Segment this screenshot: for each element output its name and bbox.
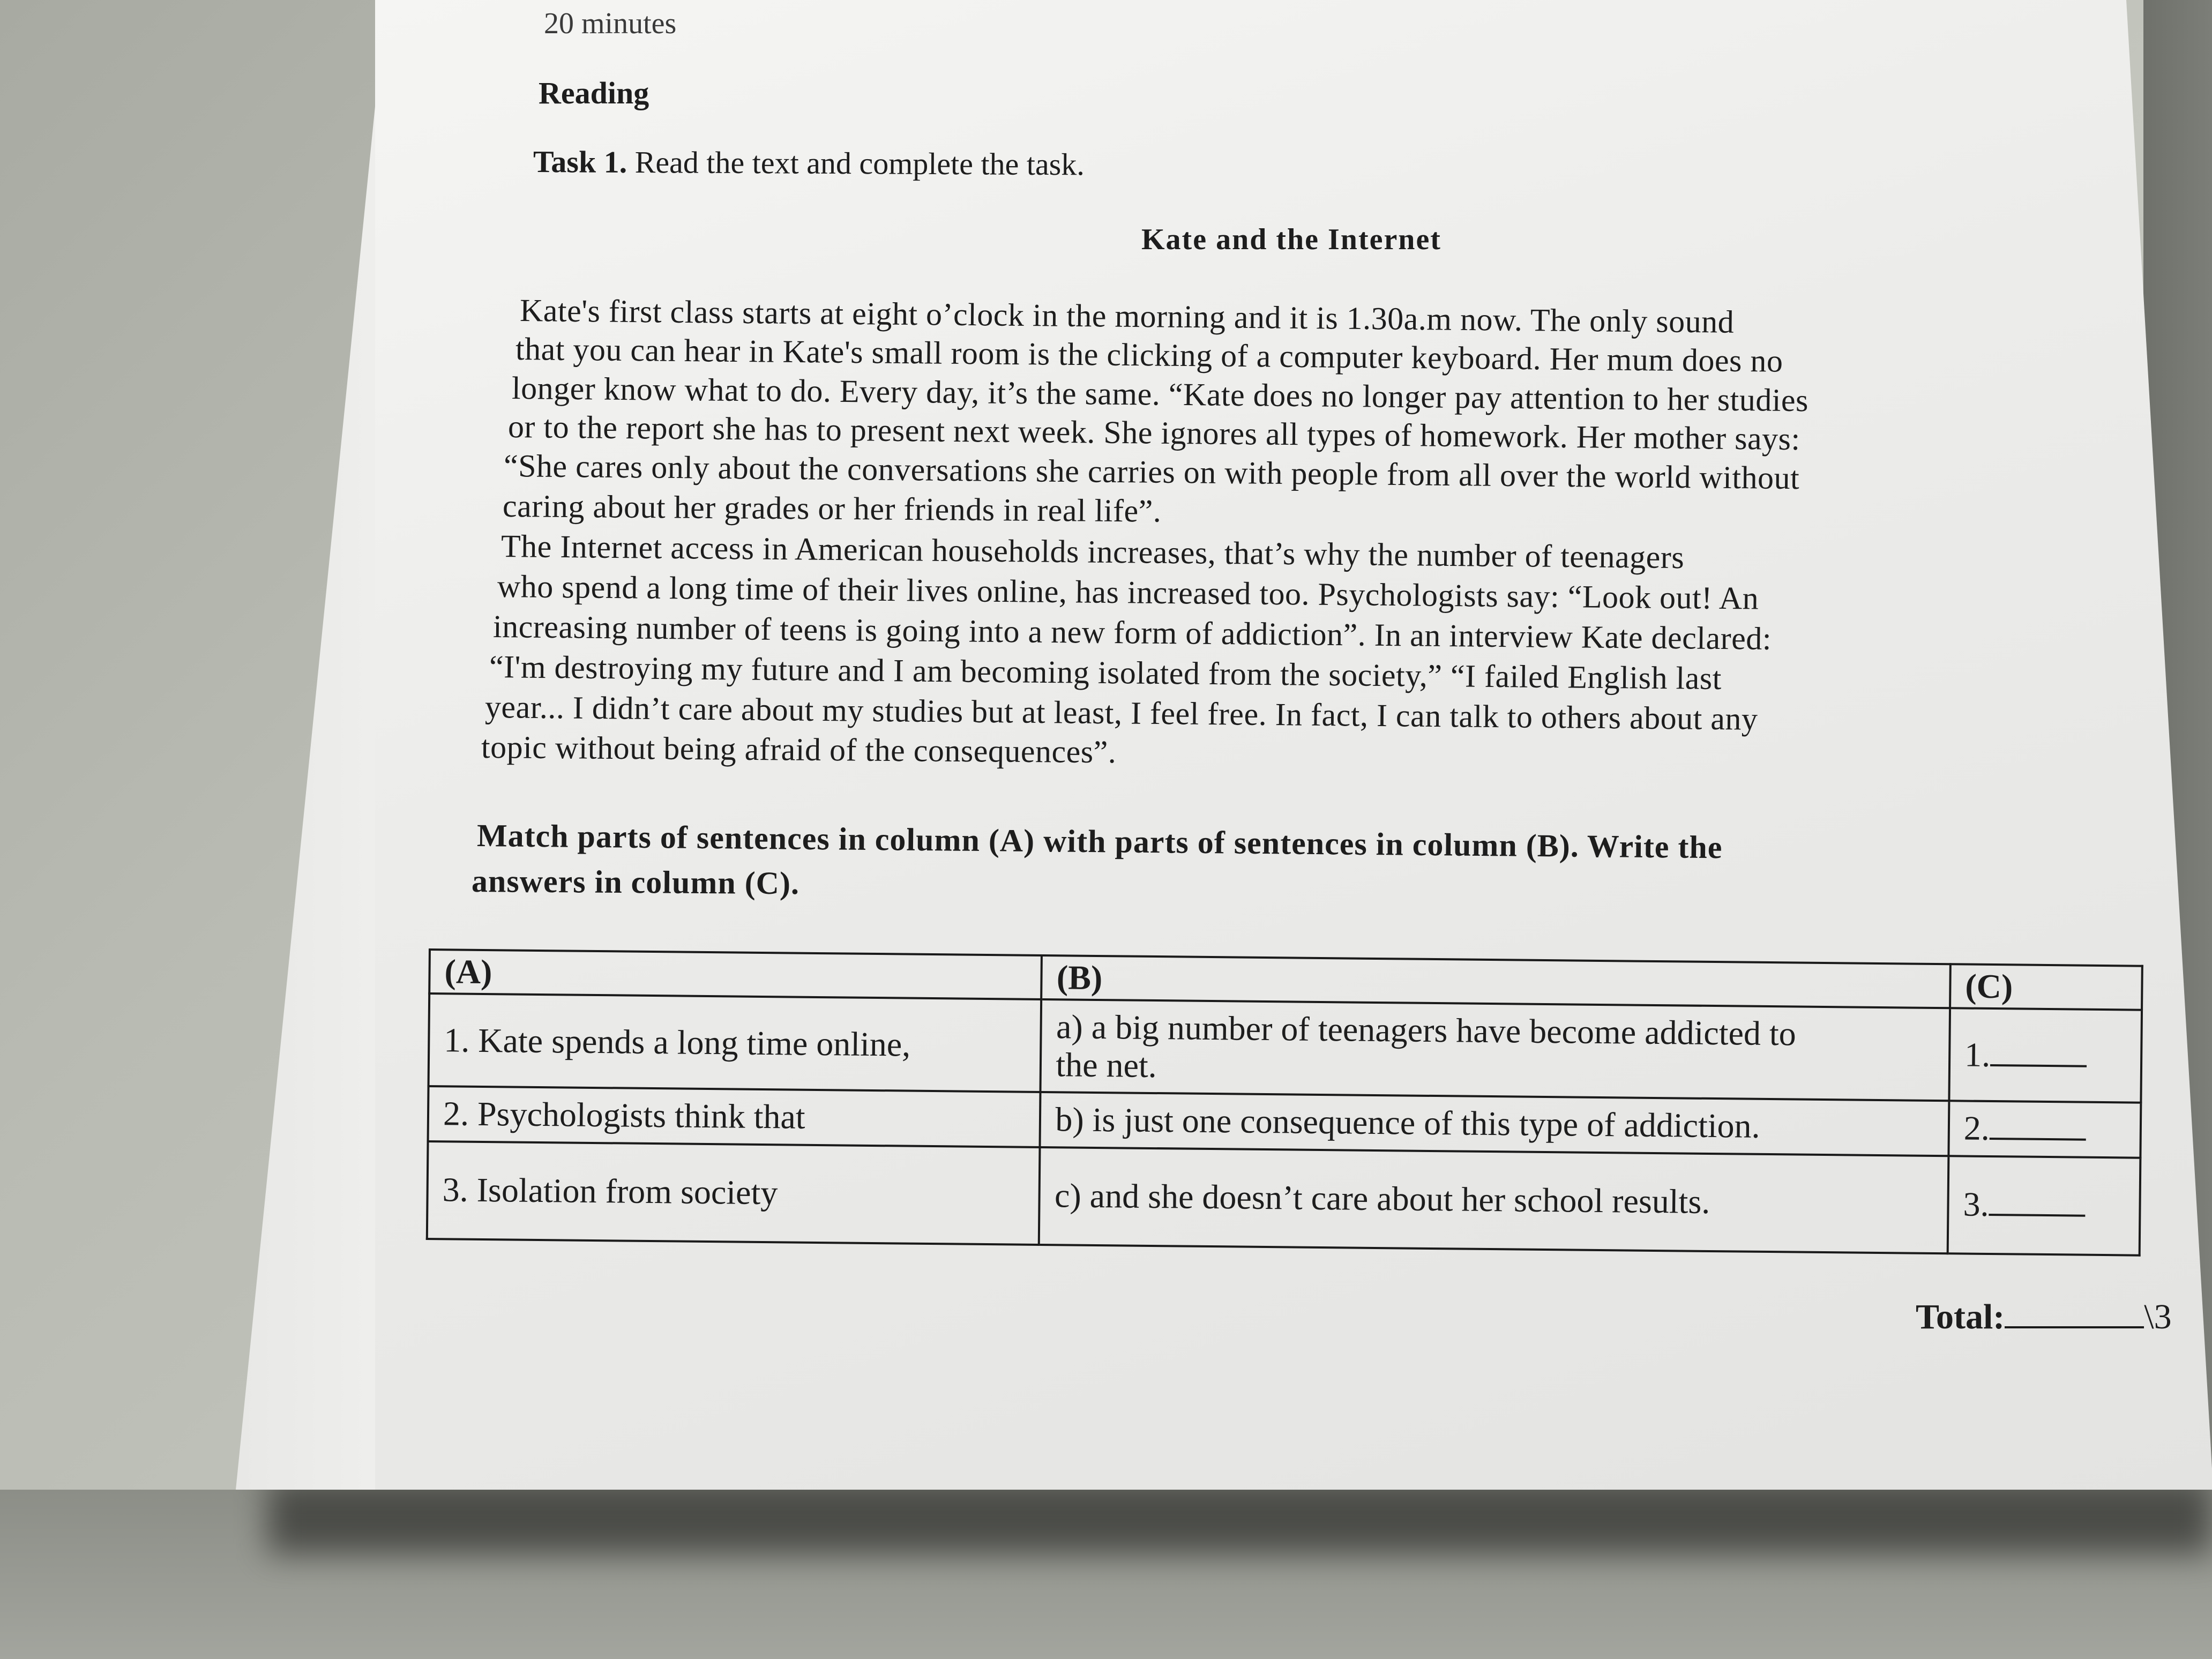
text-line: The Internet access in American households increases, that’s why the number of teenagers [500, 528, 1685, 576]
table-row [429, 993, 2142, 1102]
text-line: topic without being afraid of the consequences”. [481, 729, 1117, 770]
row-1-answer-number: 1. [1964, 1035, 1991, 1074]
row-2-answer-number: 2. [1963, 1109, 1990, 1148]
row-3-answer-number: 3. [1963, 1185, 1989, 1224]
text-line: that you can hear in Kate's small room is the clicking of a computer keyboard. Her mum does no [515, 331, 1783, 379]
table-row [427, 1141, 2141, 1256]
total-score [1916, 1297, 2172, 1337]
total-blank[interactable] [2005, 1305, 2144, 1328]
task-text: Read the text and complete the task. [627, 144, 1085, 182]
text-line: longer know what to do. Every day, it’s the same. “Kate does no longer pay attention to her studies [511, 370, 1809, 419]
total-label: Total: [1916, 1297, 2005, 1336]
row-2-column-a: 2. Psychologists think that [428, 1086, 1041, 1147]
row-2-answer-blank[interactable] [1990, 1116, 2086, 1141]
row-1-column-b-line-1: a) a big number of teenagers have become addicted to [1056, 1007, 1797, 1053]
column-a-header: (A) [429, 950, 1042, 999]
section-heading: Reading [539, 76, 649, 110]
row-1-column-a: 1. Kate spends a long time online, [429, 993, 1042, 1092]
row-1-column-b [1041, 999, 1950, 1101]
row-2-column-b: b) is just one consequence of this type of addiction. [1040, 1092, 1949, 1156]
text-line: who spend a long time of their lives online, has increased too. Psychologists say: “Look out! An [497, 569, 1759, 616]
text-line: “I'm destroying my future and I am becoming isolated from the society,” “I failed English last [489, 649, 1722, 697]
instruction-line-1: Match parts of sentences in column (A) with parts of sentences in column (B). Write the [476, 818, 1723, 865]
row-1-column-b-line-2: the net. [1056, 1045, 1157, 1085]
text-line: increasing number of teens is going into a new form of addiction”. In an interview Kate declared: [492, 609, 1772, 656]
column-b-header: (B) [1042, 955, 1951, 1008]
row-3-column-b: c) and she doesn’t care about her school results. [1039, 1147, 1948, 1253]
row-1-answer-cell[interactable] [1949, 1008, 2142, 1103]
instruction-line-2: answers in column (C). [471, 863, 800, 901]
row-3-answer-blank[interactable] [1989, 1192, 2085, 1217]
row-2-answer-cell[interactable] [1948, 1101, 2141, 1157]
row-1-answer-blank[interactable] [1990, 1043, 2087, 1067]
column-c-header: (C) [1950, 964, 2142, 1010]
row-3-answer-cell[interactable] [1948, 1156, 2141, 1255]
row-3-column-a: 3. Isolation from society [427, 1141, 1040, 1245]
total-max: \3 [2144, 1297, 2172, 1336]
task-heading [533, 144, 1085, 182]
text-title: Kate and the Internet [1141, 223, 1441, 256]
text-line: caring about her grades or her friends in real life”. [502, 488, 1162, 529]
matching-table [426, 948, 2143, 1256]
task-label: Task 1. [533, 144, 627, 180]
text-line: Kate's first class starts at eight o’clock in the morning and it is 1.30a.m now. The only sound [519, 293, 1735, 340]
text-line: year... I didn’t care about my studies but at least, I feel free. In fact, I can talk to others about any [484, 689, 1758, 737]
time-limit: 20 minutes [544, 7, 677, 40]
text-line: or to the report she has to present next week. She ignores all types of homework. Her mother says: [507, 409, 1800, 457]
text-line: “She cares only about the conversations she carries on with people from all over the world without [503, 448, 1800, 496]
